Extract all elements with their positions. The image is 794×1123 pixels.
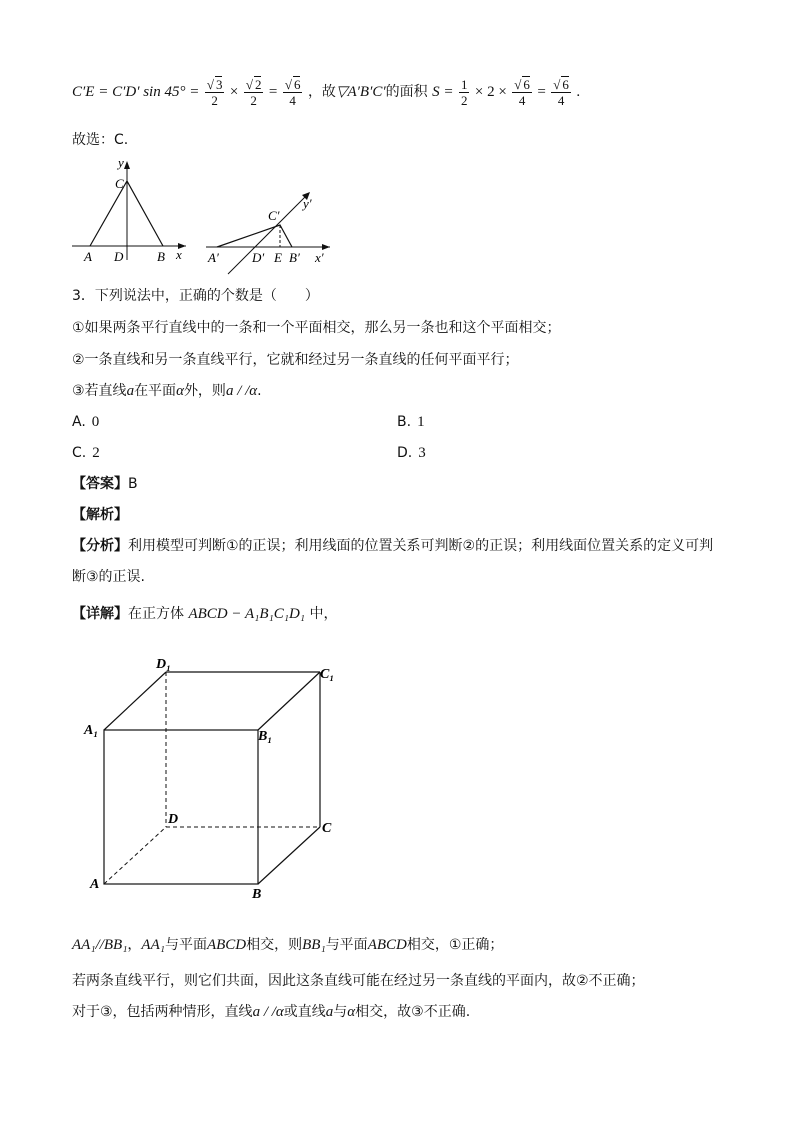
analysis-tag: 【解析】 [72, 507, 128, 523]
answer-tag: 【答案】 [72, 476, 128, 492]
fraction-sqrt6-over-4-b: $\frac{√ 6}{4}$ [514, 77, 530, 108]
label-B-prime: B′ [289, 250, 300, 265]
vertex-B: B [252, 887, 262, 902]
label-x: x [176, 247, 182, 262]
fraction-one-half: $\frac{1}{2}$ [460, 76, 468, 108]
analysis-line-2: 断③的正误. [72, 569, 146, 585]
label-C: C [115, 176, 124, 191]
vertex-D1: D₁ [156, 657, 171, 672]
answer-line [72, 474, 138, 494]
label-B: B [157, 249, 165, 264]
conclusion-line-3: 对于③，包括两种情形，直线a / /α或直线a与α相交，故③不正确. [72, 1004, 471, 1020]
conclusion-line-2: 若两条直线平行，则它们共面，因此这条直线可能在经过另一条直线的平面内，故②不正确； [72, 973, 645, 989]
vertex-C1: C₁ [320, 667, 335, 682]
answer-value: B [128, 476, 138, 492]
choose-line: 故选：C. [72, 132, 129, 148]
fraction-sqrt2-over-2: $\frac{√ 2}{2}$ [245, 77, 262, 108]
formula-lhs: C′E = C′D′ sin 45° = [72, 84, 200, 100]
figure-original-triangle [68, 155, 198, 265]
option-c[interactable]: C. 2 [72, 445, 100, 461]
figure-cube [80, 652, 350, 904]
vertex-B1: B₁ [258, 729, 273, 744]
cube-name: ABCD − A₁B₁C₁D₁ [188, 606, 305, 622]
label-A-prime: A′ [208, 250, 219, 265]
statement-2: ②一条直线和另一条直线平行，它就和经过另一条直线的任何平面平行； [72, 352, 519, 368]
vertex-D: D [168, 812, 179, 827]
fraction-sqrt3-over-2: $\frac{√ 3}{2}$ [206, 77, 223, 108]
label-C-prime: C′ [268, 208, 280, 223]
label-y-prime: y′ [303, 196, 312, 211]
figure-oblique-triangle [200, 188, 340, 278]
question-stem: 3．下列说法中，正确的个数是（ ） [72, 288, 319, 304]
label-x-prime: x′ [315, 250, 324, 265]
vertex-A: A [90, 877, 100, 892]
statement-3: ③若直线a在平面α外，则a / /α. [72, 383, 262, 399]
vertex-C: C [322, 821, 332, 836]
label-A: A [84, 249, 92, 264]
analysis-line-1: 【分析】利用模型可判断①的正误；利用线面的位置关系可判断②的正误；利用线面位置关系的定义可判 [72, 538, 714, 554]
option-b[interactable]: B. 1 [397, 414, 425, 430]
label-y: y [118, 155, 124, 170]
statement-1: ①如果两条平行直线中的一条和一个平面相交，那么另一条也和这个平面相交； [72, 320, 561, 336]
vertex-A1: A₁ [84, 723, 99, 738]
fraction-result: $\frac{√ 6}{4}$ [553, 77, 569, 108]
conclusion-line-1: AA₁//BB₁，AA₁与平面ABCD相交，则BB₁与平面ABCD相交，①正确； [72, 937, 504, 953]
label-E: E [274, 250, 282, 265]
option-d[interactable]: D. 3 [397, 445, 426, 461]
label-D: D [114, 249, 124, 264]
option-a[interactable]: A. 0 [72, 414, 100, 430]
formula-line: C′E = C′D′ sin 45° = $\frac{√ 3}{2}$ × $\frac{√ 2}{2}$ = $\frac{√ 6}{4}$ ，故▽A′B′C′的面积 S = $\frac{1}{2}$ × 2 × $\frac{√ 6}{4}$ = $\frac{√ 6}{4}$ . [72, 76, 581, 108]
fraction-sqrt6-over-4: $\frac{√ 6}{4}$ [284, 77, 301, 108]
detail-line: 【详解】在正方体 ABCD − A₁B₁C₁D₁ 中， [72, 606, 338, 622]
triangle-symbol: ▽A′B′C′ [335, 84, 386, 100]
label-D-prime: D′ [252, 250, 265, 265]
